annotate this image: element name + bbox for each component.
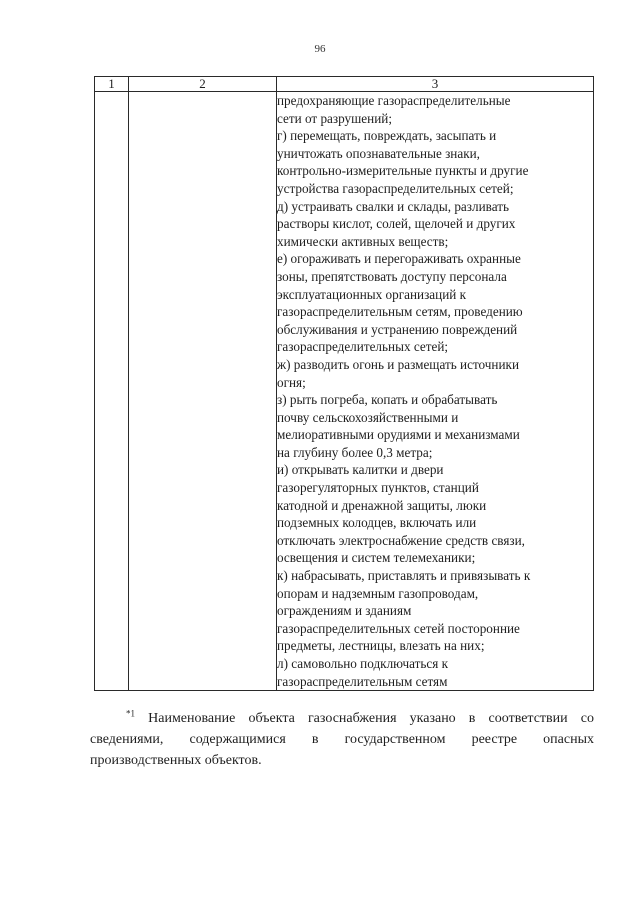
table-text-line: катодной и дренажной защиты, люки xyxy=(277,497,487,513)
table-text-line: почву сельскохозяйственными и xyxy=(277,409,459,425)
table-text-line: сети от разрушений; xyxy=(277,110,392,126)
table-text-line: к) набрасывать, приставлять и привязывать к xyxy=(277,568,531,584)
table-text-line: эксплуатационных организаций к xyxy=(277,286,467,302)
table-text-line: ж) разводить огонь и размещать источники xyxy=(277,356,520,372)
table-cell-column-2 xyxy=(129,92,277,691)
table-text-line: отключать электроснабжение средств связи, xyxy=(277,532,525,548)
table-text-line: опорам и надземным газопроводам, xyxy=(277,585,479,601)
table-text-line: л) самовольно подключаться к xyxy=(277,656,449,671)
column-header-3: 3 xyxy=(277,77,594,92)
table-text-line: освещения и систем телемеханики; xyxy=(277,550,476,566)
table-text-line: з) рыть погреба, копать и обрабатывать xyxy=(277,392,498,408)
table-text-line: обслуживания и устранению повреждений xyxy=(277,321,518,337)
table-header-row xyxy=(95,77,594,92)
footnote xyxy=(90,708,594,771)
table-text-line: г) перемещать, повреждать, засыпать и xyxy=(277,128,497,144)
table-text-line: газорегуляторных пунктов, станций xyxy=(277,480,479,496)
table-text-line: газораспределительным сетям xyxy=(277,673,448,689)
column-header-1: 1 xyxy=(95,77,129,92)
table-text-line: растворы кислот, солей, щелочей и других xyxy=(277,216,516,232)
footnote-line: сведениями, содержащимися в государственном реестре опасных xyxy=(90,732,594,747)
page-number: 96 xyxy=(314,43,326,55)
table-text-line: уничтожать опознавательные знаки, xyxy=(277,145,480,161)
table-text-line: д) устраивать свалки и склады, разливать xyxy=(277,198,509,214)
table-text-line: е) огораживать и перегораживать охранные xyxy=(277,251,521,267)
table-text-line: устройства газораспределительных сетей; xyxy=(277,180,514,196)
table-text-line: контрольно-измерительные пункты и другие xyxy=(277,163,529,179)
table-text-line: на глубину более 0,3 метра; xyxy=(277,444,433,460)
table-body-row xyxy=(95,92,594,691)
content-table xyxy=(94,76,594,691)
table-text-line: ограждениям и зданиям xyxy=(277,603,412,619)
table-cell-column-3 xyxy=(277,92,594,691)
table-text-line: огня; xyxy=(277,374,306,390)
table-text-line: подземных колодцев, включать или xyxy=(277,515,477,531)
column-header-2: 2 xyxy=(129,77,277,92)
table-text-line: газораспределительных сетей; xyxy=(277,339,449,355)
footnote-line xyxy=(90,708,594,729)
table-cell-column-1 xyxy=(95,92,129,691)
table-text-line: газораспределительным сетям, проведению xyxy=(277,304,523,320)
table-text-line: предметы, лестницы, влезать на них; xyxy=(277,638,485,654)
table-text-line: и) открывать калитки и двери xyxy=(277,462,444,478)
table-text-line: химически активных веществ; xyxy=(277,233,449,249)
footnote-marker: *1 xyxy=(126,708,135,719)
footnote-line: производственных объектов. xyxy=(90,753,262,768)
table-text-line: предохраняющие газораспределительные xyxy=(277,93,511,108)
table-text-line: газораспределительных сетей посторонние xyxy=(277,620,520,636)
table-text-line: зоны, препятствовать доступу персонала xyxy=(277,268,507,284)
footnote-text: Наименование объекта газоснабжения указано в соответствии со xyxy=(148,711,594,726)
table-text-line: мелиоративными орудиями и механизмами xyxy=(277,427,520,443)
